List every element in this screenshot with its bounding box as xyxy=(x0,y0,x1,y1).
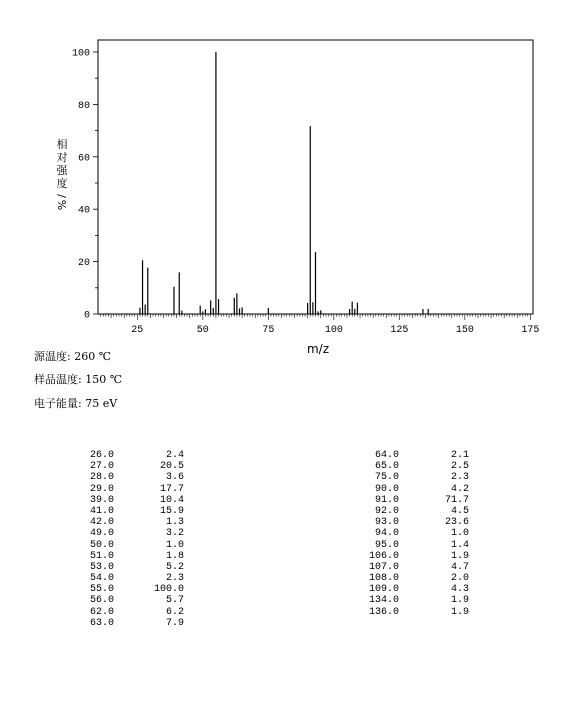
y-tick-label: 20 xyxy=(77,258,90,270)
peak-mz: 94.0 xyxy=(374,528,399,540)
peak-row xyxy=(355,450,469,461)
peak-intensity: 1.0 xyxy=(165,539,184,551)
peak-row xyxy=(70,595,184,606)
peak-row xyxy=(70,528,184,539)
peak-row xyxy=(355,528,469,539)
y-axis-title-char: % xyxy=(55,199,68,211)
peak-intensity: 15.9 xyxy=(159,505,184,517)
peak-intensity: 4.5 xyxy=(450,505,469,517)
peak-intensity: 4.2 xyxy=(450,483,469,495)
peak-row xyxy=(355,506,469,517)
peak-intensity: 2.5 xyxy=(450,461,469,473)
y-tick-label: 0 xyxy=(83,310,90,322)
peak-row xyxy=(70,607,184,618)
y-axis-title-char: 强 xyxy=(56,164,68,177)
peak-mz: 54.0 xyxy=(89,573,114,585)
peak-mz: 63.0 xyxy=(89,617,114,629)
peak-mz: 64.0 xyxy=(374,450,399,461)
peak-intensity: 2.3 xyxy=(165,573,184,585)
x-tick-label: 125 xyxy=(390,325,409,336)
peak-intensity: 71.7 xyxy=(444,494,469,506)
y-tick-label: 80 xyxy=(77,100,90,112)
y-tick-label: 60 xyxy=(77,153,90,165)
peak-mz: 27.0 xyxy=(89,461,114,473)
peak-row xyxy=(355,551,469,562)
x-axis-title: m/z xyxy=(306,342,330,356)
peak-row xyxy=(355,517,469,528)
peak-intensity: 23.6 xyxy=(444,517,469,529)
peak-intensity: 17.7 xyxy=(159,483,184,495)
peak-intensity: 4.7 xyxy=(450,561,469,573)
peak-row xyxy=(355,573,469,584)
peak-row xyxy=(70,472,184,483)
peak-mz: 91.0 xyxy=(374,494,399,506)
peak-mz: 41.0 xyxy=(89,505,114,517)
peak-row xyxy=(355,595,469,606)
peak-row xyxy=(355,584,469,595)
peak-intensity: 3.6 xyxy=(165,472,184,484)
peak-mz: 49.0 xyxy=(89,528,114,540)
peak-intensity: 3.2 xyxy=(165,528,184,540)
peak-row xyxy=(355,495,469,506)
peak-intensity: 2.1 xyxy=(450,450,469,461)
peak-table-left xyxy=(70,450,184,629)
peak-row xyxy=(355,607,469,618)
sample-temperature: 样品温度: 150 ℃ xyxy=(34,373,122,386)
x-tick-label: 25 xyxy=(131,325,144,336)
peak-row xyxy=(70,450,184,461)
peak-mz: 93.0 xyxy=(374,517,399,529)
peak-mz: 26.0 xyxy=(89,450,114,461)
peak-row xyxy=(355,484,469,495)
peak-table-right xyxy=(355,450,469,618)
peak-intensity: 4.3 xyxy=(450,584,469,596)
peak-row xyxy=(70,506,184,517)
peak-row xyxy=(70,540,184,551)
peak-row xyxy=(70,573,184,584)
peak-mz: 42.0 xyxy=(89,517,114,529)
peak-intensity: 7.9 xyxy=(165,617,184,629)
y-axis-title-char: 相 xyxy=(56,138,68,151)
peak-mz: 39.0 xyxy=(89,494,114,506)
peak-mz: 134.0 xyxy=(368,595,399,607)
peak-mz: 109.0 xyxy=(368,584,399,596)
peak-mz: 56.0 xyxy=(89,595,114,607)
source-temperature: 源温度: 260 ℃ xyxy=(34,350,111,363)
peak-intensity: 100.0 xyxy=(153,584,184,596)
peak-row xyxy=(355,472,469,483)
peak-intensity: 1.9 xyxy=(450,606,469,618)
x-tick-label: 100 xyxy=(324,325,343,336)
peak-mz: 51.0 xyxy=(89,550,114,562)
peak-intensity: 1.0 xyxy=(450,528,469,540)
peak-mz: 55.0 xyxy=(89,584,114,596)
peak-intensity: 1.9 xyxy=(450,550,469,562)
peak-mz: 92.0 xyxy=(374,505,399,517)
y-axis-title xyxy=(55,137,69,210)
peak-mz: 108.0 xyxy=(368,573,399,585)
peak-intensity: 1.9 xyxy=(450,595,469,607)
peak-row xyxy=(355,461,469,472)
spectrum-bars xyxy=(140,52,428,314)
peak-mz: 107.0 xyxy=(368,561,399,573)
peak-intensity: 1.3 xyxy=(165,517,184,529)
peak-mz: 53.0 xyxy=(89,561,114,573)
peak-row xyxy=(70,517,184,528)
peak-mz: 62.0 xyxy=(89,606,114,618)
peak-intensity: 5.2 xyxy=(165,561,184,573)
peak-intensity: 20.5 xyxy=(159,461,184,473)
peak-mz: 136.0 xyxy=(368,606,399,618)
y-tick-label: 100 xyxy=(71,48,90,60)
peak-mz: 65.0 xyxy=(374,461,399,473)
peak-mz: 50.0 xyxy=(89,539,114,551)
peak-intensity: 1.8 xyxy=(165,550,184,562)
peak-row xyxy=(355,562,469,573)
peak-mz: 90.0 xyxy=(374,483,399,495)
y-axis-title-char: 度 xyxy=(56,177,68,190)
peak-row xyxy=(355,540,469,551)
x-tick-label: 75 xyxy=(262,325,275,336)
peak-intensity: 1.4 xyxy=(450,539,469,551)
peak-row xyxy=(70,562,184,573)
y-axis-title-char: 对 xyxy=(56,151,68,164)
peak-intensity: 10.4 xyxy=(159,494,184,506)
peak-intensity: 2.4 xyxy=(165,450,184,461)
electron-energy: 电子能量: 75 eV xyxy=(34,397,118,410)
peak-row xyxy=(70,484,184,495)
peak-row xyxy=(70,618,184,629)
peak-row xyxy=(70,495,184,506)
peak-mz: 75.0 xyxy=(374,472,399,484)
peak-row xyxy=(70,461,184,472)
y-tick-label: 40 xyxy=(77,205,90,217)
peak-mz: 29.0 xyxy=(89,483,114,495)
x-tick-label: 175 xyxy=(521,325,540,336)
peak-intensity: 6.2 xyxy=(165,606,184,618)
y-axis-title-char: / xyxy=(55,194,68,198)
peak-row xyxy=(70,551,184,562)
x-tick-label: 150 xyxy=(455,325,474,336)
peak-intensity: 2.3 xyxy=(450,472,469,484)
peak-intensity: 5.7 xyxy=(165,595,184,607)
peak-mz: 95.0 xyxy=(374,539,399,551)
peak-intensity: 2.0 xyxy=(450,573,469,585)
peak-row xyxy=(70,584,184,595)
peak-mz: 28.0 xyxy=(89,472,114,484)
x-tick-label: 50 xyxy=(196,325,209,336)
peak-mz: 106.0 xyxy=(368,550,399,562)
